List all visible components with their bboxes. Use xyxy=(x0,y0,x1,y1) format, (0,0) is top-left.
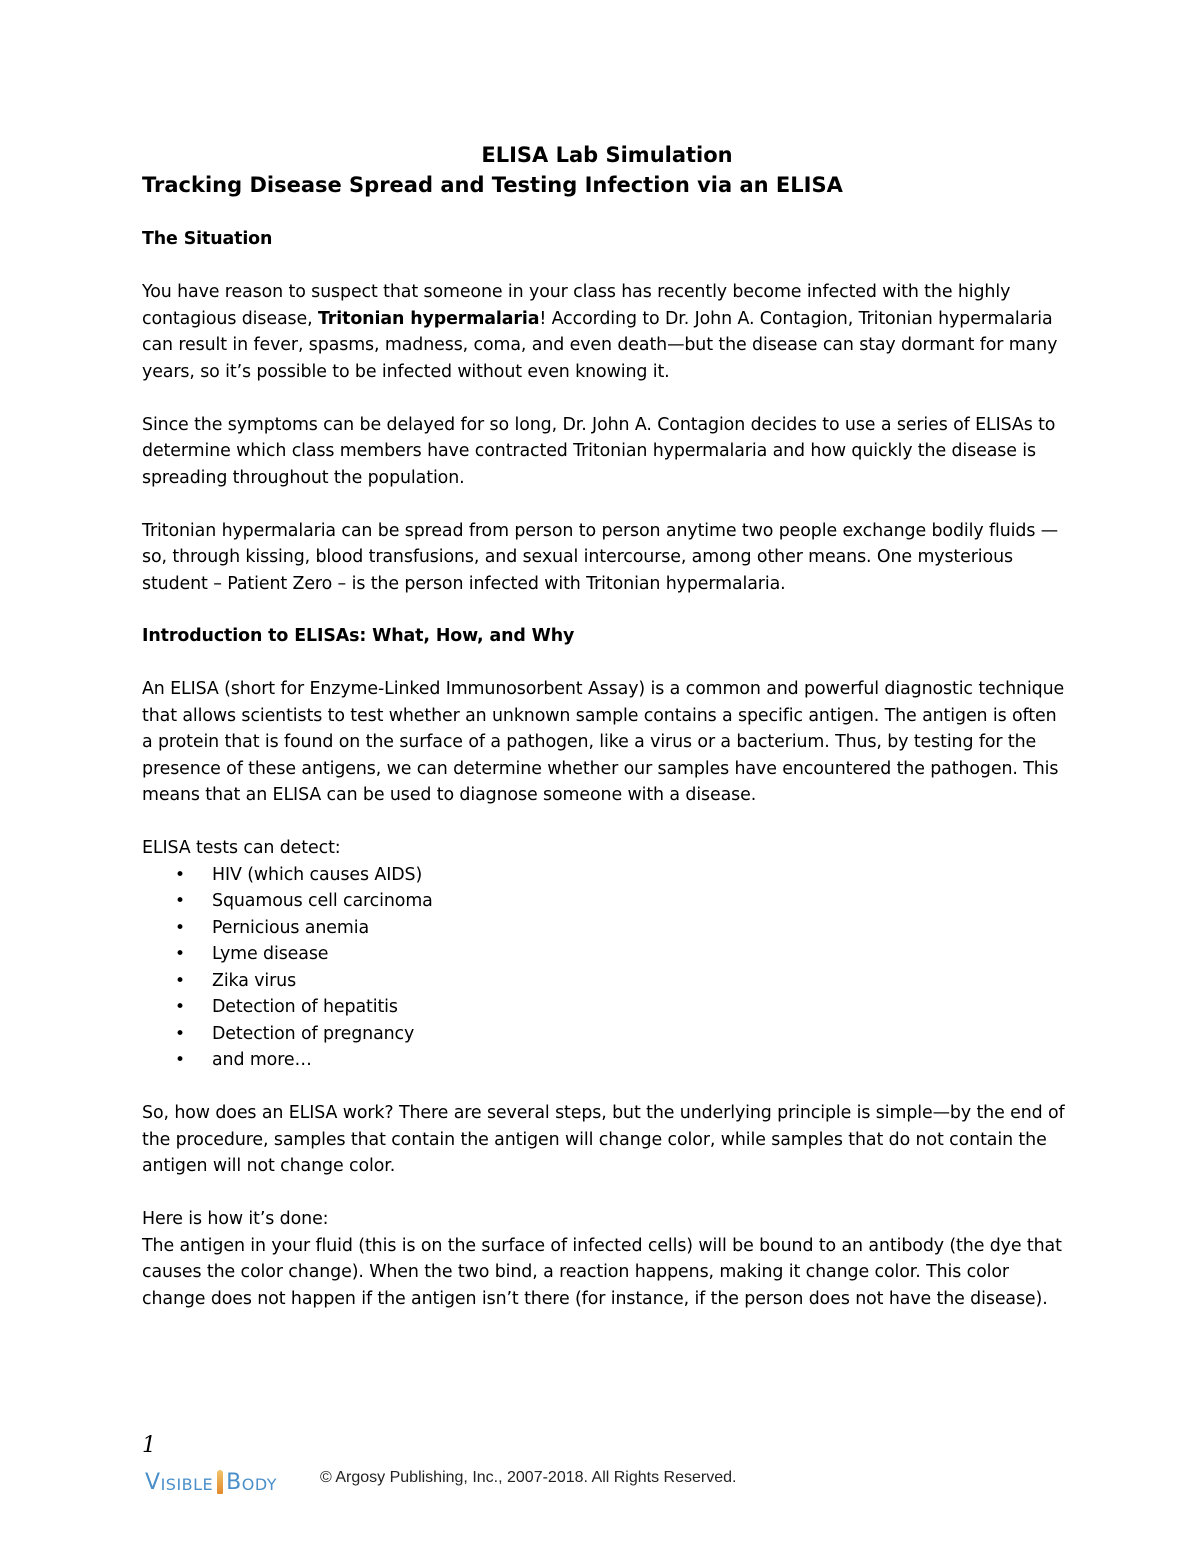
list-item: • HIV (which causes AIDS) xyxy=(142,862,1072,889)
logo-letters: ISIBLE xyxy=(160,1475,214,1494)
list-item: • Squamous cell carcinoma xyxy=(142,888,1072,915)
paragraph: An ELISA (short for Enzyme-Linked Immunosorbent Assay) is a common and powerful diagnostic technique that allows scientists to test whether an unknown sample contains a specific antigen. The antigen is often a protein that is found on the surface of a pathogen, like a virus or a bacterium. Thus, by testing for the presence of these antigens, we can determine whether our samples have encountered the pathogen. This means that an ELISA can be used to diagnose someone with a disease. xyxy=(142,679,1065,805)
human-figure-icon xyxy=(217,1470,223,1494)
detection-list xyxy=(142,862,1072,1074)
copyright-notice: © Argosy Publishing, Inc., 2007-2018. All Rights Reserved. xyxy=(320,1469,737,1486)
paragraph: Tritonian hypermalaria can be spread from person to person anytime two people exchange bodily fluids —so, through kissing, blood transfusions, and sexual intercourse, among other means. One mysterious student – Patient Zero – is the person infected with Tritonian hypermalaria. xyxy=(142,520,1059,594)
list-item: • Zika virus xyxy=(142,968,1072,995)
document-body xyxy=(142,140,1072,1312)
paragraph-text: ! According to Dr. John A. Contagion, Tritonian hypermalaria can result in fever, spasms, madness, coma, and even death—but the disease can stay dormant for many years, so it’s possible to be infected without even knowing it. xyxy=(142,308,1058,382)
page-number: 1 xyxy=(142,1433,156,1458)
list-item: • Detection of pregnancy xyxy=(142,1021,1072,1048)
paragraph: Here is how it’s done: xyxy=(142,1209,329,1229)
document-title: ELISA Lab Simulation xyxy=(481,143,733,167)
list-item: • Detection of hepatitis xyxy=(142,994,1072,1021)
section-heading-intro: Introduction to ELISAs: What, How, and Why xyxy=(142,626,575,646)
paragraph: Since the symptoms can be delayed for so long, Dr. John A. Contagion decides to use a series of ELISAs to determine which class members have contracted Tritonian hypermalaria and how quickly the disease is spreading throughout the population. xyxy=(142,414,1056,488)
paragraph-text: You have reason to suspect that someone in your class has recently become infected with the highly contagious disease, xyxy=(142,282,1011,329)
document-subtitle: Tracking Disease Spread and Testing Infection via an ELISA xyxy=(142,173,843,197)
section-heading-situation: The Situation xyxy=(142,229,273,249)
paragraph: So, how does an ELISA work? There are several steps, but the underlying principle is simple—by the end of the procedure, samples that contain the antigen will change color, while samples that do not contain the antigen will not change color. xyxy=(142,1103,1065,1176)
list-item: • Pernicious anemia xyxy=(142,915,1072,942)
paragraph: The antigen in your fluid (this is on the surface of infected cells) will be bound to an antibody (the dye that causes the color change). When the two bind, a reaction happens, making it change color. This color change does not happen if the antigen isn’t there (for instance, if the person does not have the disease). xyxy=(142,1235,1062,1309)
list-intro: ELISA tests can detect: xyxy=(142,838,341,858)
list-item: • Lyme disease xyxy=(142,941,1072,968)
paragraph xyxy=(142,279,1072,385)
disease-name: Tritonian hypermalaria xyxy=(317,308,540,329)
logo-letter: B xyxy=(226,1470,242,1495)
list-item: • and more… xyxy=(142,1047,1072,1074)
logo-letter: V xyxy=(145,1470,161,1495)
logo-letters: ODY xyxy=(241,1475,278,1494)
visible-body-logo xyxy=(145,1462,277,1494)
